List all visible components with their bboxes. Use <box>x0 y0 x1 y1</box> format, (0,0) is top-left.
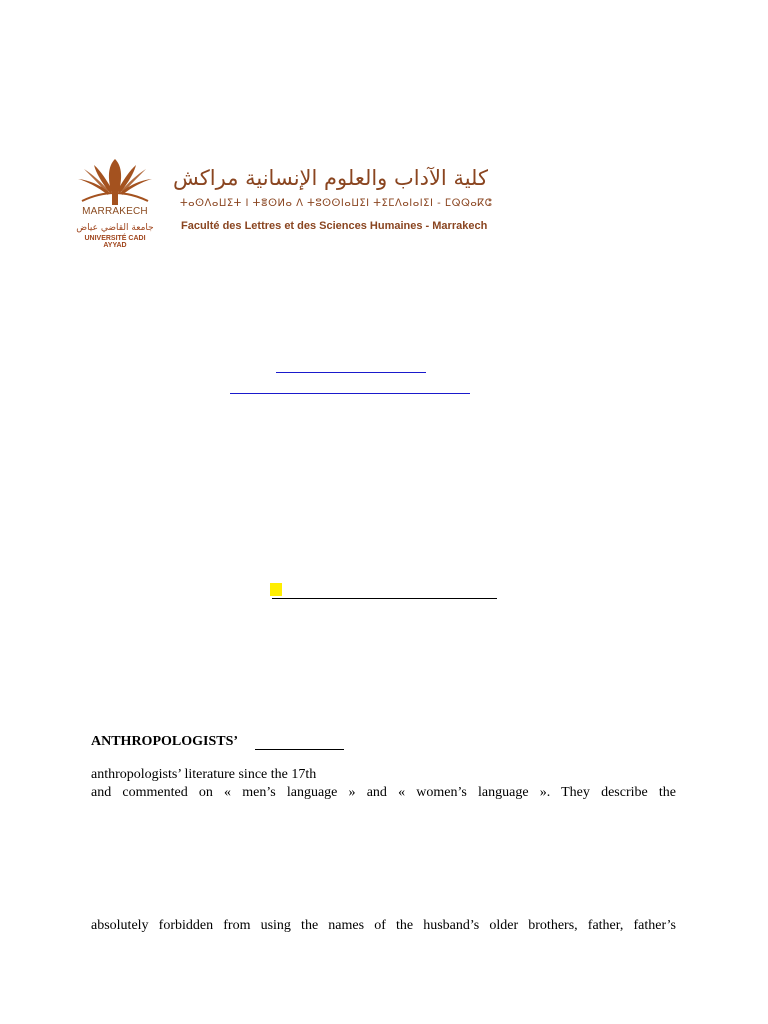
logo-arabic-university-text: جامعة القاضي عياض <box>76 223 154 233</box>
heading-underline <box>255 749 344 750</box>
logo-city-text: MARRAKECH <box>82 206 148 217</box>
body-text-line: and commented on « men’s language » and « women’s language ». They describe the <box>91 785 676 800</box>
body-text-line: absolutely forbidden from using the names of the husband’s older brothers, father, father’s <box>91 918 676 933</box>
university-logo <box>74 155 156 250</box>
palm-emblem-icon <box>74 155 156 207</box>
faculty-name-french: Faculté des Lettres et des Sciences Humaines - Marrakech <box>181 220 488 232</box>
underline-rule <box>272 598 497 599</box>
link-underline[interactable] <box>230 393 470 394</box>
highlight-mark <box>270 583 282 596</box>
section-heading: ANTHROPOLOGISTS’ <box>91 734 239 749</box>
logo-university-text: UNIVERSITÉ CADI AYYAD <box>84 235 146 249</box>
faculty-name-arabic: كلية الآداب والعلوم الإنسانية مراكش <box>173 166 488 190</box>
body-text-line: anthropologists’ literature since the 17th <box>91 767 317 782</box>
faculty-name-tifinagh: ⵜⴰⵙⴷⴰⵡⵉⵜ ⵏ ⵜⴻⵙⵍⴰ ⴷ ⵜⵓⵙⵙⵏⴰⵡⵉⵏ ⵜⵉⵎⴷⴰⵏⴰⵏⵉⵏ - ⵎⵕⵕⴰⴽⵛ <box>180 198 493 209</box>
link-underline[interactable] <box>276 372 426 373</box>
